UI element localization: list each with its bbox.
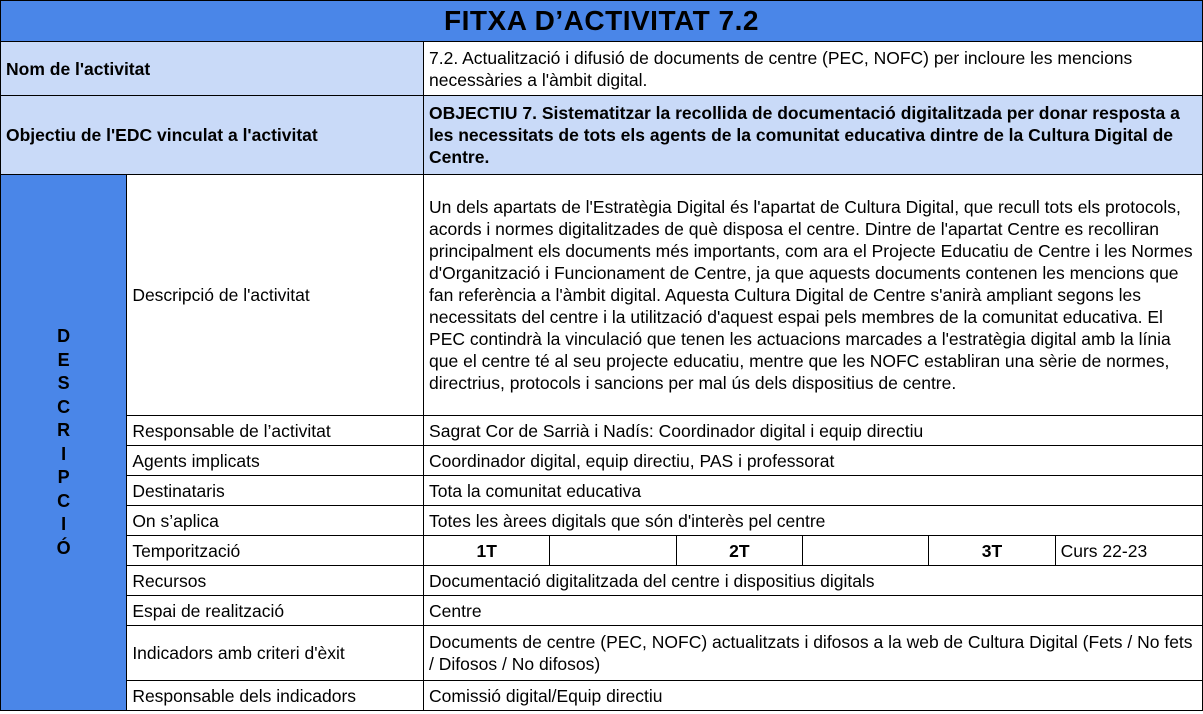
- descripcio-label: Descripció de l'activitat: [127, 175, 424, 416]
- temporitzacio-label: Temporització: [127, 536, 424, 566]
- trimester-2-value: [802, 536, 928, 566]
- recursos-label: Recursos: [127, 566, 424, 596]
- side-letter: C: [57, 490, 71, 511]
- trimester-3: 3T: [929, 536, 1055, 566]
- on-aplica-value: Totes les àrees digitals que són d'interès pel centre: [424, 506, 1203, 536]
- side-letter: R: [57, 420, 71, 440]
- indicadors-label: Indicadors amb criteri d'èxit: [127, 626, 424, 681]
- side-letter: Ó: [56, 537, 71, 558]
- descripcio-side-label: [1, 175, 127, 711]
- indicadors-value: Documents de centre (PEC, NOFC) actualitzats i difosos a la web de Cultura Digital (Fets / No fets / Difosos / No difosos): [424, 626, 1203, 681]
- side-letter: D: [57, 326, 71, 346]
- side-letter: P: [57, 467, 70, 487]
- resp-indicadors-label: Responsable dels indicadors: [127, 681, 424, 711]
- vertical-letters: [57, 325, 71, 560]
- recursos-value: Documentació digitalitzada del centre i dispositius digitals: [424, 566, 1203, 596]
- resp-indicadors-value: Comissió digital/Equip directiu: [424, 681, 1203, 711]
- responsable-value: Sagrat Cor de Sarrià i Nadís: Coordinador digital i equip directiu: [424, 416, 1203, 446]
- espai-label: Espai de realització: [127, 596, 424, 626]
- destinataris-label: Destinataris: [127, 476, 424, 506]
- side-letter: I: [61, 514, 67, 534]
- trimester-2: 2T: [676, 536, 802, 566]
- curs-value: Curs 22-23: [1055, 536, 1202, 566]
- on-aplica-label: On s’aplica: [127, 506, 424, 536]
- trimester-1-value: [550, 536, 676, 566]
- responsable-label: Responsable de l’activitat: [127, 416, 424, 446]
- sheet-title: FITXA D’ACTIVITAT 7.2: [1, 1, 1203, 42]
- agents-label: Agents implicats: [127, 446, 424, 476]
- side-letter: S: [57, 373, 70, 393]
- descripcio-value: Un dels apartats de l'Estratègia Digital és l'apartat de Cultura Digital, que recull tots els protocols, acords i normes digitalitzades de què disposa el centre. Dintre de l'apartat Centre es recolliran principalment els documents més importants, com ara el Projecte Educatiu de Centre i les Normes d'Organització i Funcionament de Centre, ja que aquests documents contenen les mencions que fan referència a l'àmbit digital. Aquesta Cultura Digital de Centre s'anirà ampliant segons les necessitats del centre i la utilització d'aquest espai pels membres de la comunitat educativa. El PEC contindrà la vinculació que tenen les actuacions marcades a l'estratègia digital amb la línia que el centre té al seu projecte educatiu, mentre que les NOFC establiran una sèrie de normes, directrius, protocols i sancions per mal ús dels dispositius de centre.: [424, 175, 1203, 416]
- objectiu-label: Objectiu de l'EDC vinculat a l'activitat: [1, 96, 424, 175]
- trimester-1: 1T: [424, 536, 550, 566]
- side-letter: I: [61, 443, 67, 464]
- side-letter: E: [57, 349, 70, 370]
- nom-value: 7.2. Actualització i difusió de documents de centre (PEC, NOFC) per incloure les mencions necessàries a l'àmbit digital.: [424, 42, 1203, 96]
- agents-value: Coordinador digital, equip directiu, PAS i professorat: [424, 446, 1203, 476]
- objectiu-value: OBJECTIU 7. Sistematitzar la recollida de documentació digitalitzada per donar resposta a les necessitats de tots els agents de la comunitat educativa dintre de la Cultura Digital de Centre.: [424, 96, 1203, 175]
- espai-value: Centre: [424, 596, 1203, 626]
- nom-label: Nom de l'activitat: [1, 42, 424, 96]
- destinataris-value: Tota la comunitat educativa: [424, 476, 1203, 506]
- side-letter: C: [57, 396, 71, 417]
